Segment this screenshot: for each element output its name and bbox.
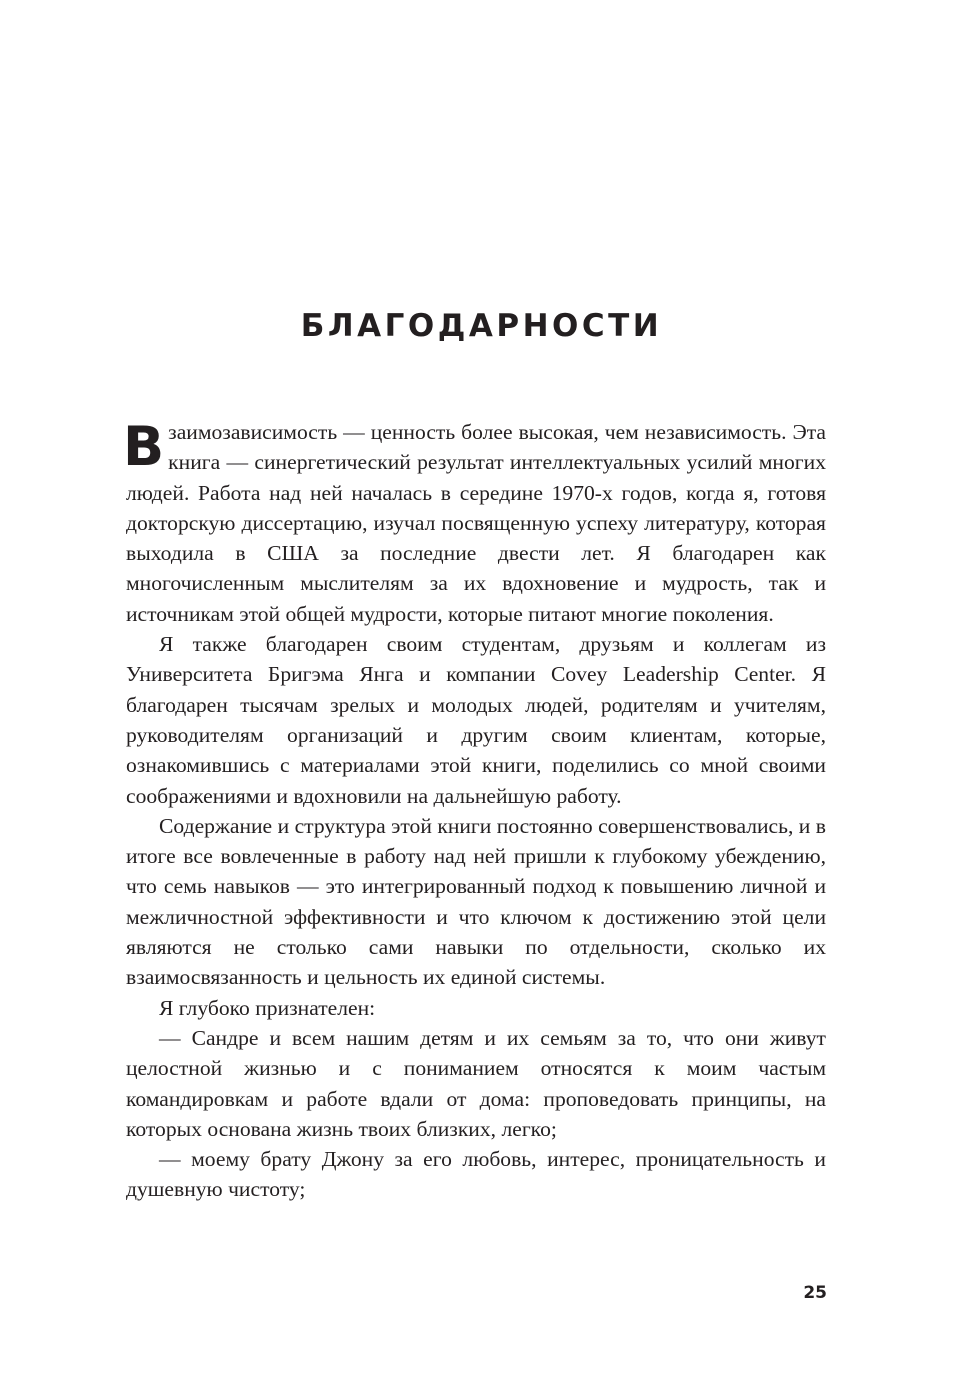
paragraph-4: Я глубоко признателен: [159, 995, 376, 1020]
page-number: 25 [803, 1283, 827, 1303]
page-title: БЛАГОДАРНОСТИ [300, 308, 663, 344]
body-text [123, 415, 826, 1205]
paragraph-3: Содержание и структура этой книги постоянно совершенствовались, и в итоге все вовлеченные в работу над ней пришли к глубокому убеждению, что семь навыков — это интегрированный подход к повышению личной и межличностной эффективности и что ключом к достижению этой цели являются не столько сами навыки по отдельности, сколько их взаимосвязанность и цельность их единой системы. [126, 813, 826, 990]
paragraph-5: — Сандре и всем нашим детям и их семьям за то, что они живут целостной жизнью и с пониманием относятся к моим частым командировкам и работе вдали от дома: проповедовать принципы, на которых основана жизнь твоих близких, легко; [126, 1025, 826, 1141]
paragraph-2: Я также благодарен своим студентам, друзьям и коллегам из Университета Бригэма Янга и компании Covey Leadership Center. Я благодарен тысячам зрелых и молодых людей, родителям и учителям, руководителям организаций и другим своим клиентам, которые, ознакомившись с материалами этой книги, поделились со мной своими соображениями и вдохновили на дальнейшую работу. [126, 632, 826, 808]
paragraph-6: — моему брату Джону за его любовь, интерес, проницательность и душевную чистоту; [126, 1147, 826, 1202]
paragraph-1 [123, 415, 826, 629]
paragraph-1-text: заимозависимость — ценность более высокая, чем независимость. Эта книга — синергетический результат интеллектуальных усилий многих людей. Работа над ней началась в середине 1970-х годов, когда я, готовя докторскую диссертацию, изучал посвященную успеху литературу, которая выходила в США за последние двести лет. Я благодарен как многочисленным мыслителям за их вдохновение и мудрость, так и источникам этой общей мудрости, которые питают многие поколения. [126, 420, 826, 626]
drop-cap: В [123, 415, 165, 478]
